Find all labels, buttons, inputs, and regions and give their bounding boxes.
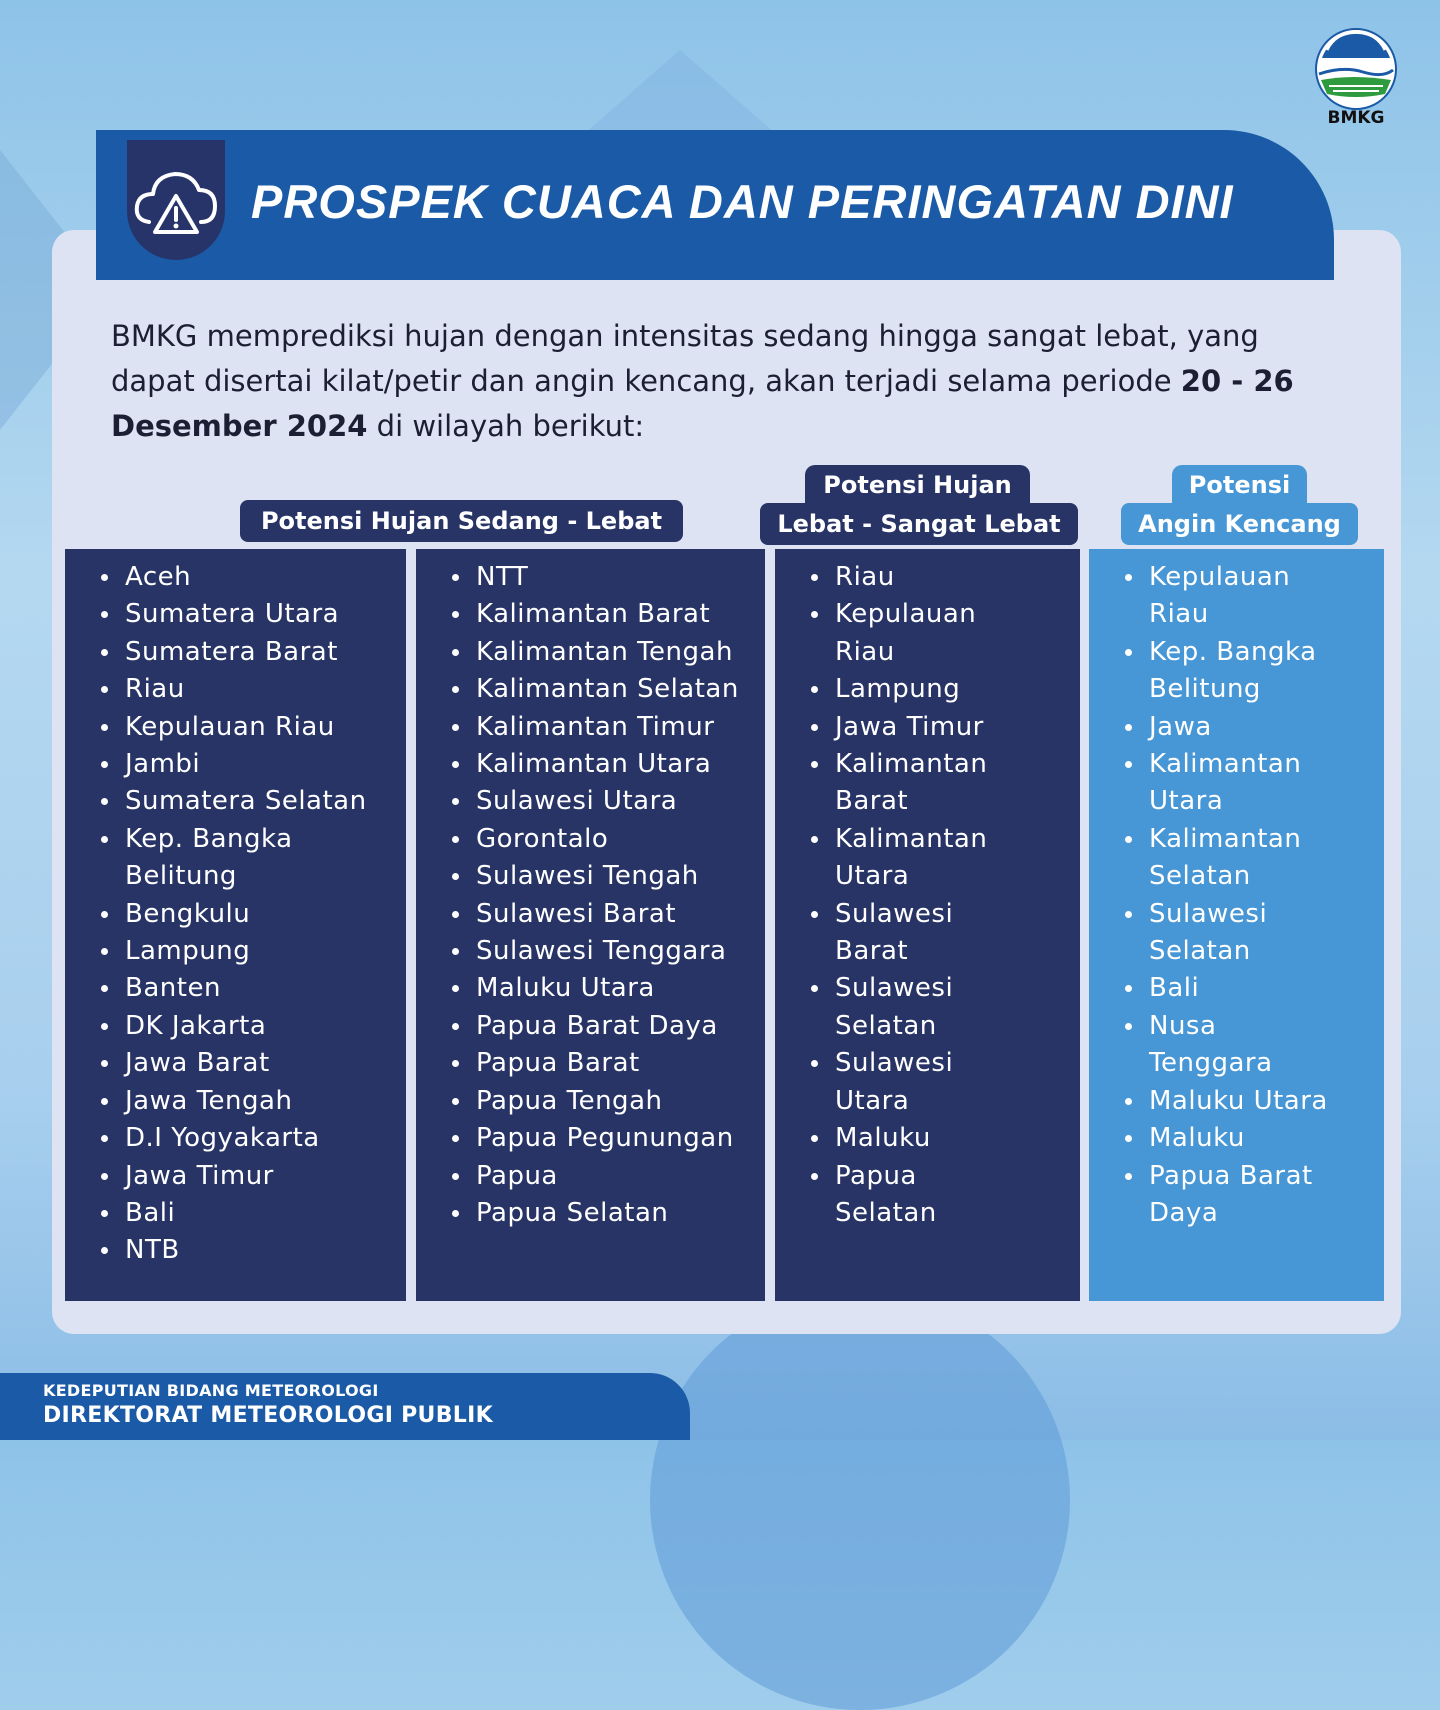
region-item: Bali [1089, 970, 1334, 1007]
cloud-warning-icon [127, 140, 225, 260]
header-banner [96, 130, 1334, 280]
region-item: Lampung [775, 671, 1010, 708]
column-sedang-lebat-1 [65, 549, 406, 1301]
region-item: Papua Selatan [416, 1195, 746, 1232]
region-list-sedang-lebat-1 [65, 549, 406, 1270]
column-lebat-sangat-lebat [775, 549, 1080, 1301]
region-item: Jawa [1089, 709, 1334, 746]
tab-lebat-sangat-lebat-line1: Potensi Hujan [823, 471, 1012, 499]
region-item: Jambi [65, 746, 380, 783]
region-item: Sulawesi Utara [416, 783, 746, 820]
region-item: Bengkulu [65, 896, 380, 933]
footer-directorate: DIREKTORAT METEOROLOGI PUBLIK [43, 1403, 493, 1428]
region-item: Riau [775, 559, 1010, 596]
tab-lebat-sangat-lebat-top [805, 465, 1030, 505]
region-item: Kep. Bangka Belitung [65, 821, 380, 896]
intro-period: 20 - 26 Desember 2024 [111, 364, 1294, 443]
region-item: Papua Barat [416, 1045, 746, 1082]
region-item: Sumatera Utara [65, 596, 380, 633]
region-item: NTT [416, 559, 746, 596]
tab-angin-kencang-top [1172, 465, 1307, 505]
region-item: Kepulauan Riau [1089, 559, 1334, 634]
tab-angin-kencang-bottom [1121, 503, 1358, 545]
banner-icon-box [127, 140, 225, 260]
intro-paragraph [111, 314, 1351, 449]
region-item: DK Jakarta [65, 1008, 380, 1045]
bmkg-emblem-icon [1313, 28, 1399, 110]
region-list-sedang-lebat-2 [416, 549, 765, 1232]
column-sedang-lebat-2 [416, 549, 765, 1301]
region-item: Papua Barat Daya [416, 1008, 746, 1045]
region-item: Sumatera Selatan [65, 783, 380, 820]
column-angin-kencang [1089, 549, 1384, 1301]
tab-sedang-lebat-label: Potensi Hujan Sedang - Lebat [260, 507, 663, 535]
region-item: Sulawesi Utara [775, 1045, 1010, 1120]
region-item: Kalimantan Utara [775, 821, 1010, 896]
region-item: Banten [65, 970, 380, 1007]
region-item: Kalimantan Barat [416, 596, 746, 633]
region-item: Papua [416, 1158, 746, 1195]
region-item: Papua Pegunungan [416, 1120, 746, 1157]
background-circle [650, 1290, 1070, 1710]
region-item: Sulawesi Selatan [775, 970, 1010, 1045]
region-item: Maluku [1089, 1120, 1334, 1157]
tab-lebat-sangat-lebat-line2: Lebat - Sangat Lebat [777, 510, 1061, 538]
footer-deputy: KEDEPUTIAN BIDANG METEOROLOGI [43, 1381, 379, 1400]
region-list-lebat-sangat-lebat [775, 549, 1080, 1232]
region-item: Nusa Tenggara [1089, 1008, 1334, 1083]
region-item: Kepulauan Riau [775, 596, 1010, 671]
region-item: Jawa Barat [65, 1045, 380, 1082]
region-item: Jawa Timur [775, 709, 1010, 746]
region-item: Bali [65, 1195, 380, 1232]
region-item: Jawa Tengah [65, 1083, 380, 1120]
region-item: Kalimantan Selatan [1089, 821, 1334, 896]
region-item: Papua Selatan [775, 1158, 1010, 1233]
region-item: Kalimantan Utara [416, 746, 746, 783]
region-item: Kalimantan Selatan [416, 671, 746, 708]
bmkg-logo [1313, 28, 1399, 132]
intro-text-after: di wilayah berikut: [367, 409, 645, 443]
region-item: Papua Barat Daya [1089, 1158, 1334, 1233]
region-item: Kalimantan Utara [1089, 746, 1334, 821]
region-item: Sulawesi Barat [416, 896, 746, 933]
region-item: Kepulauan Riau [65, 709, 380, 746]
region-list-angin-kencang [1089, 549, 1384, 1232]
region-item: Sulawesi Tengah [416, 858, 746, 895]
region-item: Kalimantan Timur [416, 709, 746, 746]
region-item: Lampung [65, 933, 380, 970]
logo-text: BMKG [1327, 108, 1385, 128]
region-item: NTB [65, 1232, 380, 1269]
tab-angin-kencang-line2: Angin Kencang [1138, 510, 1341, 538]
tab-angin-kencang-line1: Potensi [1188, 471, 1291, 499]
tab-sedang-lebat [240, 500, 683, 542]
tab-lebat-sangat-lebat-bottom [760, 503, 1078, 545]
region-item: Maluku [775, 1120, 1010, 1157]
region-item: D.I Yogyakarta [65, 1120, 380, 1157]
region-item: Sumatera Barat [65, 634, 380, 671]
region-item: Gorontalo [416, 821, 746, 858]
region-item: Jawa Timur [65, 1158, 380, 1195]
region-item: Sulawesi Selatan [1089, 896, 1334, 971]
region-item: Kalimantan Barat [775, 746, 1010, 821]
intro-text-before: BMKG memprediksi hujan dengan intensitas sedang hingga sangat lebat, yang dapat disertai kilat/petir dan angin kencang, akan terjadi selama periode [111, 319, 1259, 398]
region-item: Maluku Utara [1089, 1083, 1334, 1120]
region-item: Riau [65, 671, 380, 708]
region-item: Papua Tengah [416, 1083, 746, 1120]
region-item: Kep. Bangka Belitung [1089, 634, 1334, 709]
region-item: Aceh [65, 559, 380, 596]
region-item: Maluku Utara [416, 970, 746, 1007]
region-item: Sulawesi Barat [775, 896, 1010, 971]
region-item: Sulawesi Tenggara [416, 933, 746, 970]
page-title: PROSPEK CUACA DAN PERINGATAN DINI [251, 175, 1234, 228]
region-item: Kalimantan Tengah [416, 634, 746, 671]
